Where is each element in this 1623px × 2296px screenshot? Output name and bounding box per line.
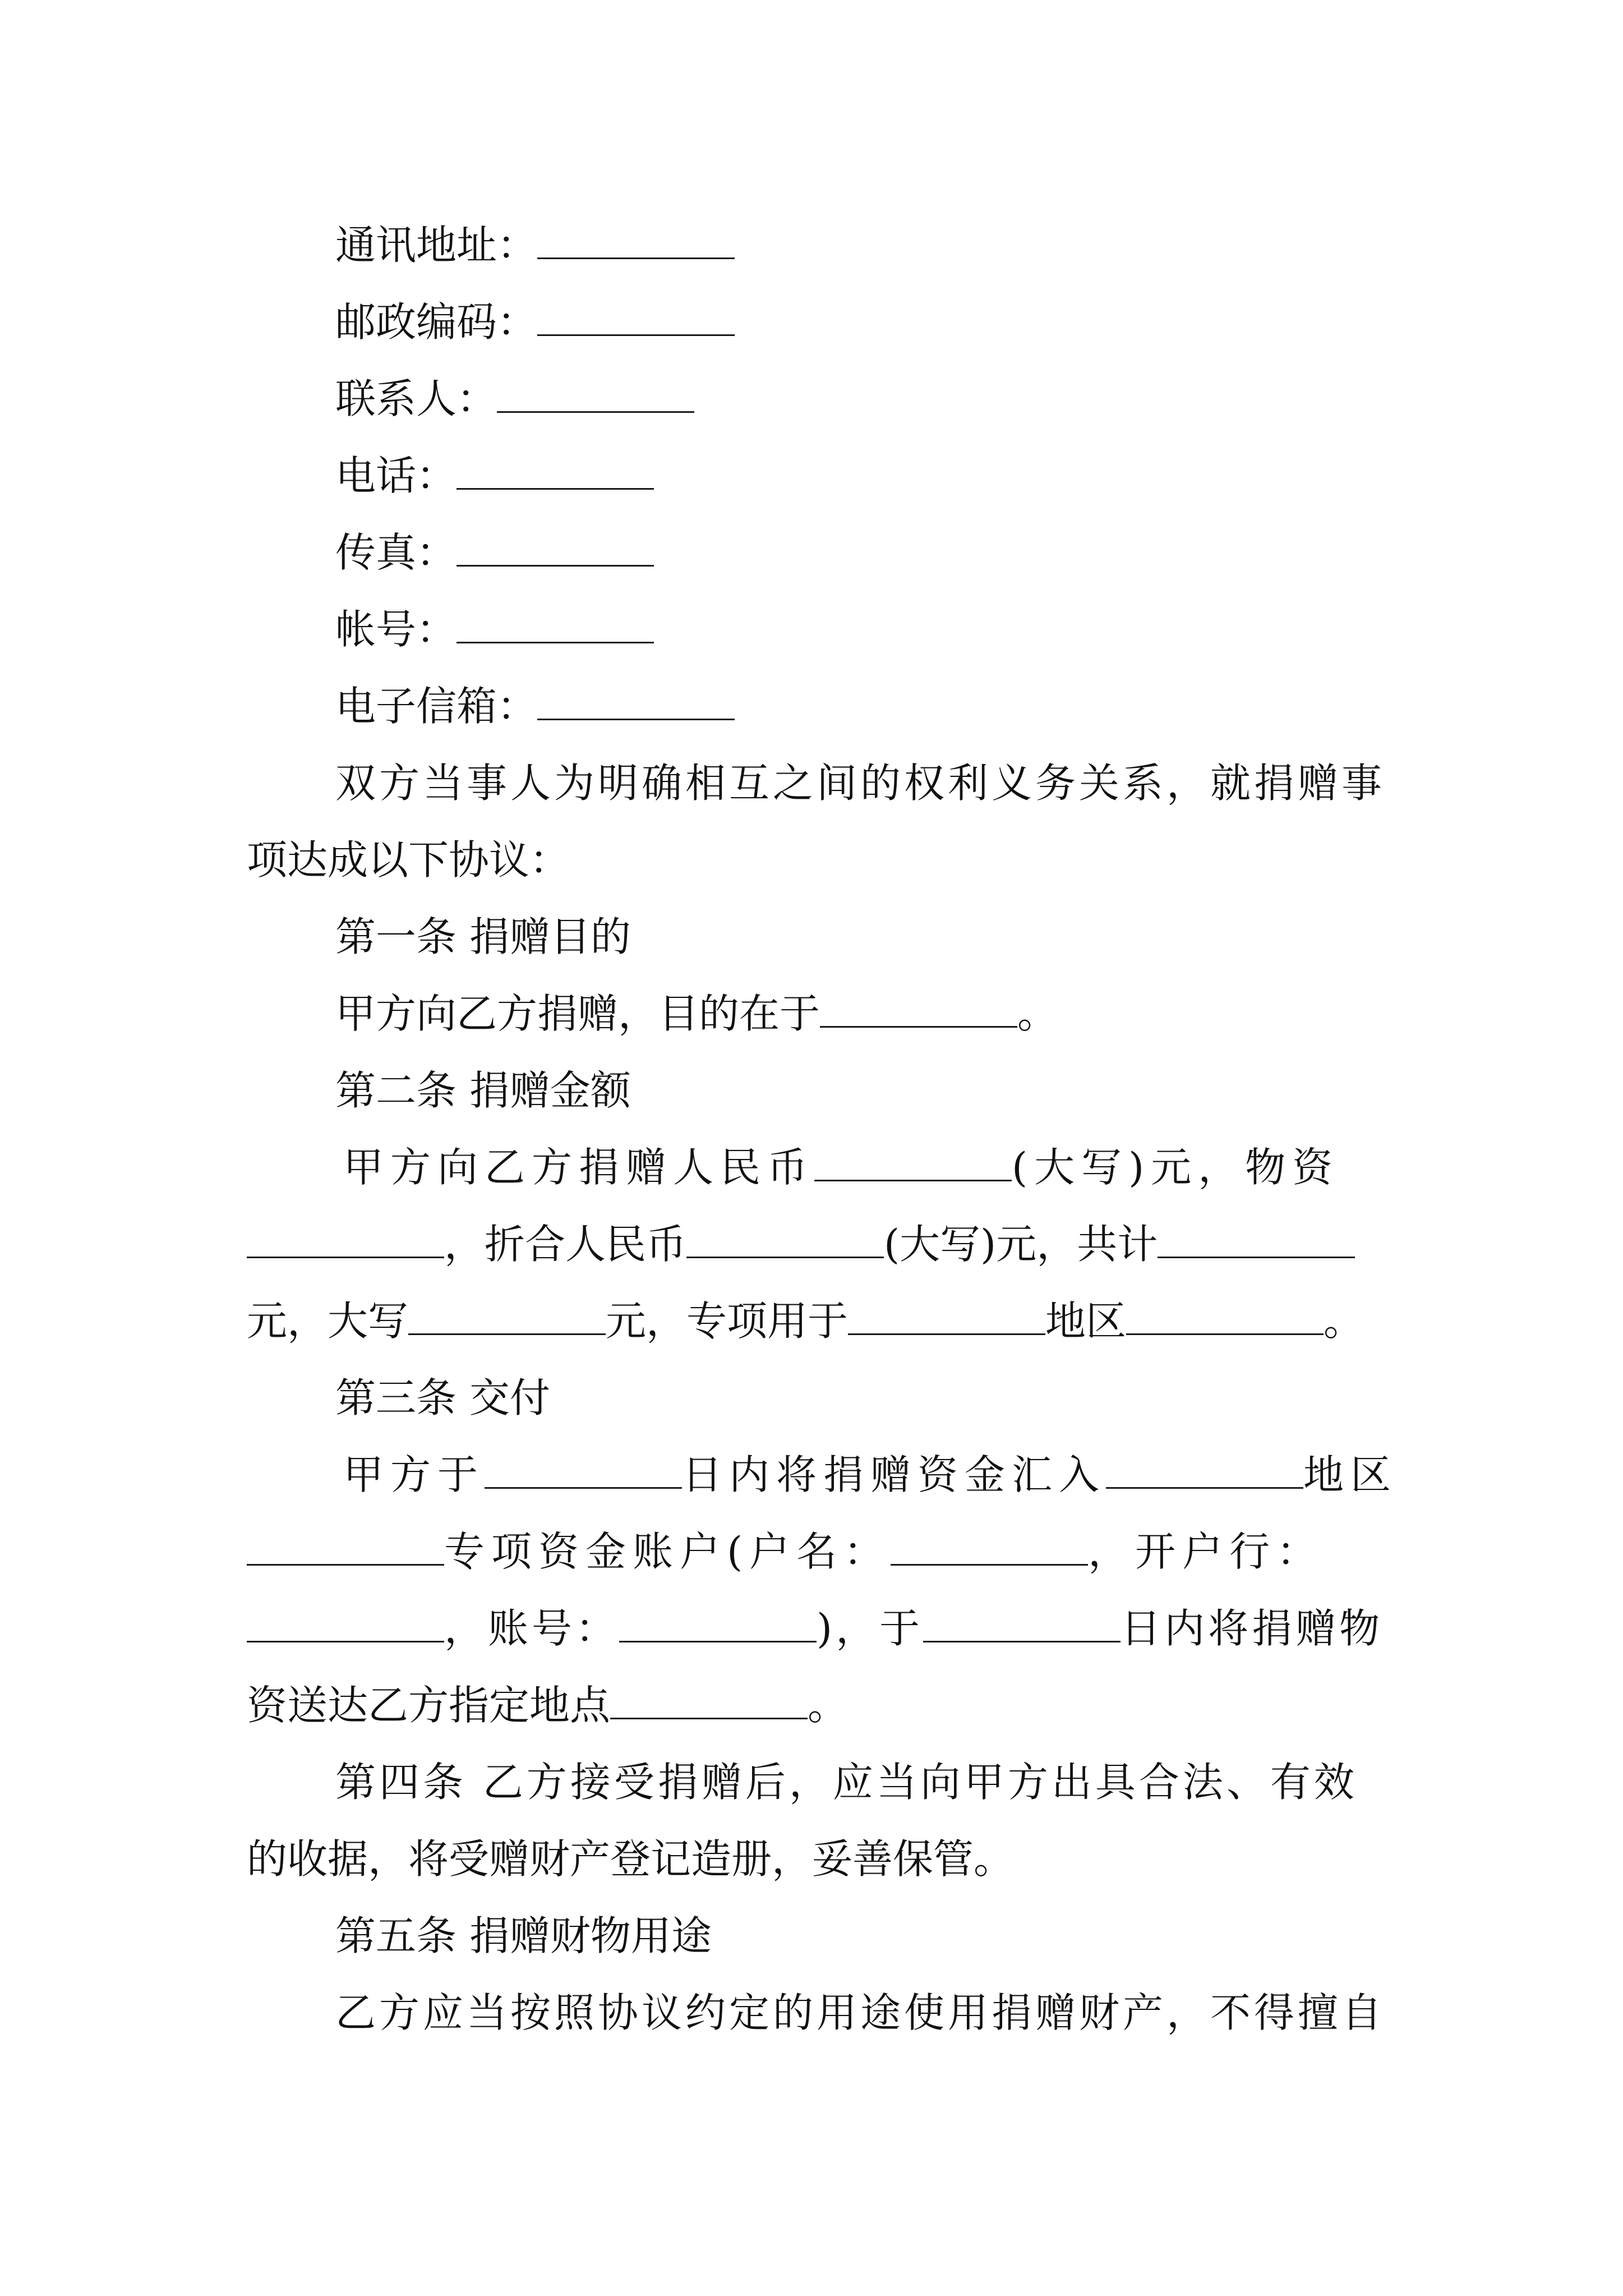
text-run: 。 [808, 1682, 849, 1729]
blank-line [610, 1685, 808, 1719]
field-label: 电话： [335, 452, 457, 499]
blank-line [485, 1455, 682, 1489]
field-label: 传真： [335, 529, 457, 576]
text-run: 甲方向乙方捐赠，目的在于 [335, 990, 820, 1037]
article-1-text [335, 990, 1058, 1037]
article-3-line-1 [343, 1451, 1398, 1498]
field-fax [335, 529, 654, 576]
article-3-heading: 第三条 交付 [335, 1374, 550, 1421]
text-run: )，于 [817, 1605, 924, 1652]
text-run: 资送达乙方指定地点 [247, 1682, 611, 1729]
article-3-line-4 [247, 1682, 849, 1729]
blank-line [923, 1608, 1121, 1642]
blank-line [457, 532, 654, 567]
field-label: 联系人： [335, 375, 497, 422]
blank-line [686, 1224, 884, 1258]
field-email [335, 683, 735, 730]
text-run: 元，专项用于 [606, 1297, 849, 1345]
blank-line [619, 1608, 817, 1642]
blank-line [1106, 1455, 1303, 1489]
blank-line [247, 1531, 444, 1566]
blank-line [497, 379, 694, 413]
article-2-line-1 [343, 1144, 1340, 1191]
field-contact [335, 375, 694, 422]
article-4-line-2: 的收据，将受赠财产登记造册，妥善保管。 [247, 1835, 1015, 1883]
text-run: 地区 [1045, 1297, 1127, 1345]
blank-line [457, 609, 654, 643]
text-run: ，折合人民币 [444, 1221, 687, 1268]
field-label: 通讯地址： [335, 222, 538, 269]
text-run: 甲方于 [343, 1451, 485, 1498]
intro-line-2: 项达成以下协议： [247, 836, 570, 884]
blank-line [1126, 1301, 1324, 1335]
field-label: 电子信箱： [335, 683, 538, 730]
text-run: 日内将捐赠物 [1121, 1605, 1384, 1652]
field-label: 邮政编码： [335, 298, 538, 346]
blank-line [891, 1531, 1088, 1566]
text-run: 地区 [1303, 1451, 1398, 1498]
article-3-line-3 [247, 1605, 1384, 1652]
blank-line [247, 1224, 444, 1258]
field-postcode [335, 298, 735, 346]
field-account [335, 606, 654, 653]
text-run: 甲方向乙方捐赠人民币 [343, 1144, 815, 1191]
blank-line [848, 1301, 1045, 1335]
article-5-line-1: 乙方应当按照协议约定的用途使用捐赠财产，不得擅自 [335, 1989, 1386, 2036]
field-address [335, 222, 735, 269]
text-run: 专项资金账户(户名： [444, 1528, 891, 1575]
text-run: 日内将捐赠资金汇入 [682, 1451, 1106, 1498]
text-run: (大写)元，物资 [1012, 1144, 1340, 1191]
article-5-heading: 第五条 捐赠财物用途 [335, 1912, 712, 1959]
blank-line [1158, 1224, 1355, 1258]
blank-line [457, 455, 654, 490]
blank-line [537, 302, 735, 336]
blank-line [537, 225, 735, 259]
blank-line [814, 1147, 1012, 1181]
article-2-line-2 [247, 1221, 1355, 1268]
text-run: ，账号： [444, 1605, 620, 1652]
field-label: 帐号： [335, 606, 457, 653]
text-run: (大写)元，共计 [884, 1221, 1158, 1268]
text-run: 元，大写 [247, 1297, 409, 1345]
article-1-heading: 第一条 捐赠目的 [335, 913, 631, 960]
blank-line [247, 1608, 444, 1642]
blank-line [820, 993, 1017, 1028]
blank-line [408, 1301, 606, 1335]
article-2-heading: 第二条 捐赠金额 [335, 1067, 631, 1114]
text-run: 。 [1324, 1297, 1364, 1345]
blank-line [537, 686, 735, 720]
field-phone [335, 452, 654, 499]
article-3-line-2 [247, 1528, 1324, 1575]
article-2-line-3 [247, 1297, 1364, 1345]
text-run: ，开户行： [1088, 1528, 1324, 1575]
article-4-line-1: 第四条 乙方接受捐赠后，应当向甲方出具合法、有效 [335, 1759, 1358, 1806]
intro-line-1: 双方当事人为明确相互之间的权利义务关系，就捐赠事 [335, 760, 1386, 807]
text-run: 。 [1017, 990, 1058, 1037]
